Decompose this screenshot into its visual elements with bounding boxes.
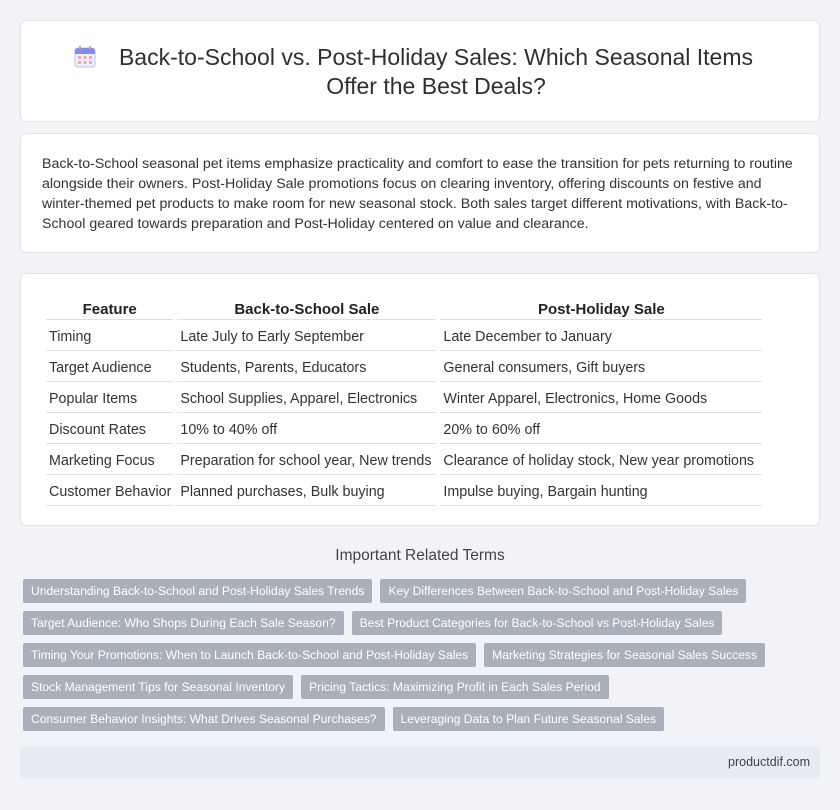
table-row xyxy=(46,447,762,475)
tag-row xyxy=(23,675,803,699)
table-row xyxy=(46,478,762,506)
table-cell-post-holiday: Late December to January xyxy=(440,323,762,351)
tag-row xyxy=(23,707,803,731)
intro-paragraph: Back-to-School seasonal pet items emphasize practicality and comfort to ease the transition for pets returning to routine alongside their owners. Post-Holiday Sale promotions focus on clearing inventory, offering discounts on festive and winter-themed pet products to make room for new seasonal stock. Both sales target different motivations, with Back-to-School geared towards preparation and Post-Holiday centered on value and clearance. xyxy=(42,156,793,232)
table-row xyxy=(46,385,762,413)
table-cell-post-holiday: 20% to 60% off xyxy=(440,416,762,444)
related-terms-heading: Important Related Terms xyxy=(335,547,505,564)
related-term-link[interactable]: Pricing Tactics: Maximizing Profit in Each Sales Period xyxy=(301,675,608,699)
table-cell-back-to-school: School Supplies, Apparel, Electronics xyxy=(177,385,436,413)
related-term-link[interactable]: Understanding Back-to-School and Post-Holiday Sales Trends xyxy=(23,579,372,603)
title-wrap xyxy=(21,43,821,101)
table-cell-feature: Popular Items xyxy=(46,385,173,413)
footer-site-link[interactable]: productdif.com xyxy=(728,755,810,769)
related-term-link[interactable]: Timing Your Promotions: When to Launch Back-to-School and Post-Holiday Sales xyxy=(23,643,476,667)
table-cell-post-holiday: Clearance of holiday stock, New year promotions xyxy=(440,447,762,475)
column-header-post-holiday: Post-Holiday Sale xyxy=(440,298,762,320)
tag-row xyxy=(23,579,803,603)
comparison-table xyxy=(42,295,766,509)
related-term-link[interactable]: Consumer Behavior Insights: What Drives Seasonal Purchases? xyxy=(23,707,385,731)
table-cell-post-holiday: General consumers, Gift buyers xyxy=(440,354,762,382)
related-term-link[interactable]: Target Audience: Who Shops During Each Sale Season? xyxy=(23,611,344,635)
table-cell-feature: Timing xyxy=(46,323,173,351)
table-header-row xyxy=(46,298,762,320)
table-cell-back-to-school: Preparation for school year, New trends xyxy=(177,447,436,475)
page-title: Back-to-School vs. Post-Holiday Sales: Which Seasonal Items Offer the Best Deals? xyxy=(118,44,754,99)
tag-row xyxy=(23,643,803,667)
related-term-link[interactable]: Leveraging Data to Plan Future Seasonal Sales xyxy=(393,707,664,731)
table-cell-back-to-school: 10% to 40% off xyxy=(177,416,436,444)
tag-row xyxy=(23,611,803,635)
table-cell-feature: Customer Behavior xyxy=(46,478,173,506)
column-header-back-to-school: Back-to-School Sale xyxy=(177,298,436,320)
related-term-link[interactable]: Best Product Categories for Back-to-School vs Post-Holiday Sales xyxy=(352,611,723,635)
table-cell-back-to-school: Late July to Early September xyxy=(177,323,436,351)
column-header-feature: Feature xyxy=(46,298,173,320)
related-term-link[interactable]: Marketing Strategies for Seasonal Sales Success xyxy=(484,643,765,667)
table-cell-feature: Discount Rates xyxy=(46,416,173,444)
table-cell-post-holiday: Winter Apparel, Electronics, Home Goods xyxy=(440,385,762,413)
intro-card xyxy=(20,133,820,253)
table-cell-back-to-school: Students, Parents, Educators xyxy=(177,354,436,382)
table-row xyxy=(46,416,762,444)
title-card xyxy=(20,20,820,122)
table-cell-feature: Marketing Focus xyxy=(46,447,173,475)
related-term-link[interactable]: Stock Management Tips for Seasonal Inventory xyxy=(23,675,293,699)
table-row xyxy=(46,323,762,351)
table-cell-feature: Target Audience xyxy=(46,354,173,382)
related-terms-tags xyxy=(23,579,803,739)
table-cell-back-to-school: Planned purchases, Bulk buying xyxy=(177,478,436,506)
table-cell-post-holiday: Impulse buying, Bargain hunting xyxy=(440,478,762,506)
table-row xyxy=(46,354,762,382)
comparison-table-card xyxy=(20,273,820,526)
footer xyxy=(20,746,820,779)
related-term-link[interactable]: Key Differences Between Back-to-School and Post-Holiday Sales xyxy=(380,579,746,603)
